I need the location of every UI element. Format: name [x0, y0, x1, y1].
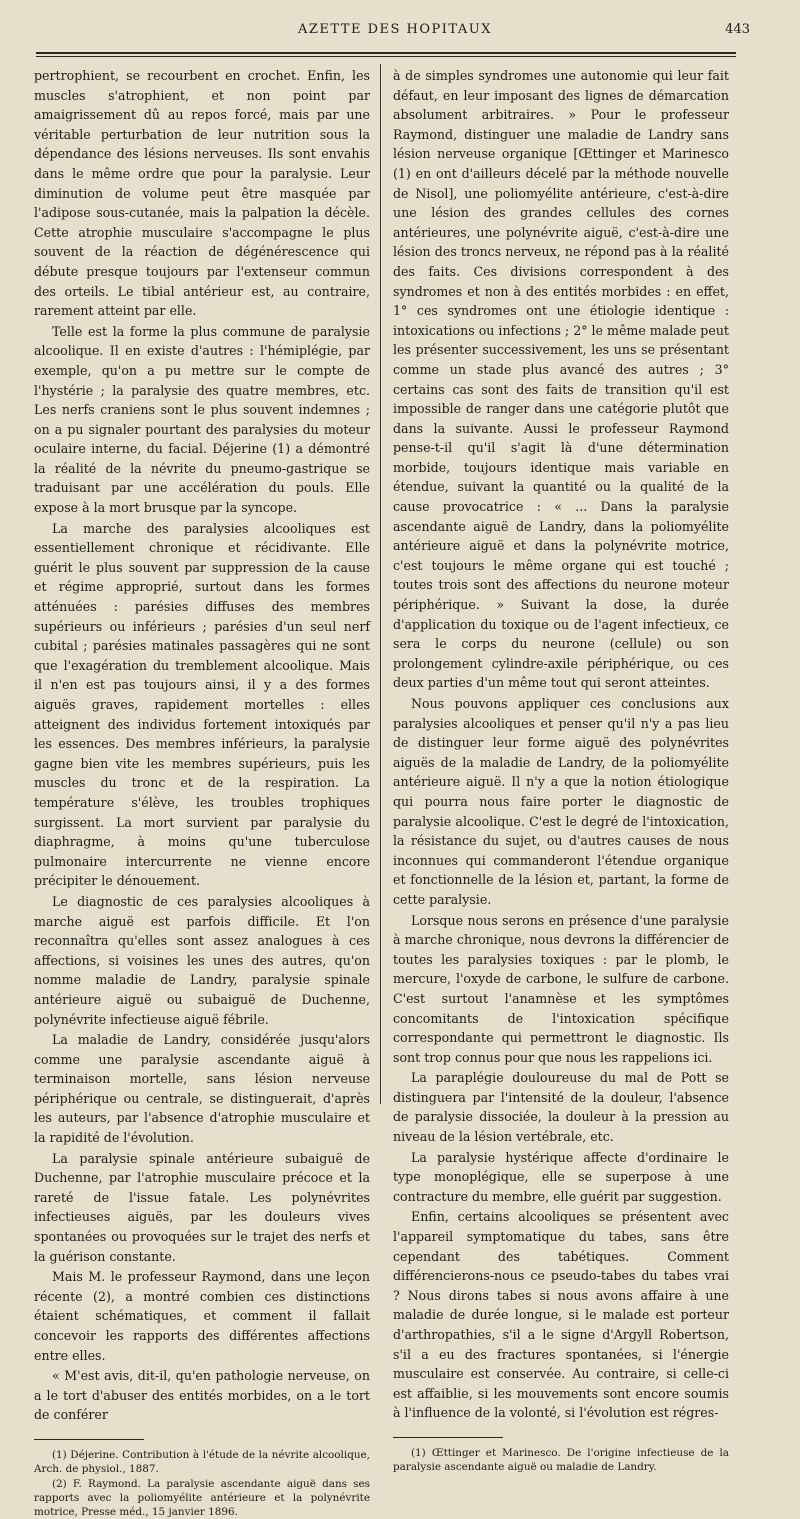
header-rule [36, 52, 736, 54]
page-header [40, 22, 750, 48]
paragraph: Le diagnostic de ces paralysies alcooliques à marche aiguë est parfois difficile. Et l'on reconnaîtra qu'elles sont assez analogues à ces affections, si voisines les unes des autres, qu'on nomme maladie de Landry, paralysie spinale antérieure aiguë ou subaiguë de Duchenne, polynévrite infectieuse aiguë fébrile. [34, 893, 370, 1027]
column-divider [380, 64, 381, 1104]
footnote: (1) Déjerine. Contribution à l'étude de la névrite alcoolique, Arch. de physiol., 1887. [34, 1448, 370, 1475]
footnote-rule [34, 1439, 144, 1440]
footnote: (1) Œttinger et Marinesco. De l'origine infectieuse de la paralysie ascendante aiguë ou maladie de Landry. [393, 1446, 729, 1473]
paragraph: « M'est avis, dit-il, qu'en pathologie nerveuse, on a le tort d'abuser des entités morbides, on a le tort de conférer [34, 1368, 370, 1423]
paragraph: pertrophient, se recourbent en crochet. Enfin, les muscles s'atrophient, et non point par amaigrissement dû au repos forcé, mais par une véritable perturbation de leur nutrition sous la dépendance des lésions nerveuses. Ils sont envahis dans le même ordre que pour la paralysie. Leur diminution de volume peut être masquée par l'adipose sous-cutanée, mais la palpation la décèle. Cette atrophie musculaire s'accompagne le plus souvent de la réaction de dégénérescence qui débute presque toujours par l'extenseur commun des orteils. Le tibial antérieur est, au contraire, rarement atteint par elle. [34, 68, 370, 319]
header-rule-thin [36, 56, 736, 57]
footnote: (2) F. Raymond. La paralysie ascendante aiguë dans ses rapports avec la poliomyélite antérieure et la polynévrite motrice, Presse méd., 15 janvier 1896. [34, 1477, 370, 1518]
paragraph: Lorsque nous serons en présence d'une paralysie à marche chronique, nous devrons la différencier de toutes les paralysies toxiques : par le plomb, le mercure, l'oxyde de carbone, le sulfure de carbone. C'est surtout l'anamnèse et les symptômes concomitants de l'intoxication spécifique correspondante qui permettront le diagnostic. Ils sont trop connus pour que nous les rappelions ici. [393, 912, 729, 1065]
paragraph: Telle est la forme la plus commune de paralysie alcoolique. Il en existe d'autres : l'hémiplégie, par exemple, qu'on a pu mettre sur le compte de l'hystérie ; la paralysie des quatre membres, etc. Les nerfs craniens sont le plus souvent indemnes ; on a pu signaler pourtant des paralysies du moteur oculaire interne, du facial. Déjerine (1) a démontré la réalité de la névrite du pneumo-gastrique se traduisant par une accélération du pouls. Elle expose à la mort brusque par la syncope. [34, 323, 370, 516]
paragraph: Mais M. le professeur Raymond, dans une leçon récente (2), a montré combien ces distinctions étaient schématiques, et comment il fallait concevoir les rapports des différentes affections entre elles. [34, 1269, 370, 1363]
paragraph: La paralysie spinale antérieure subaiguë de Duchenne, par l'atrophie musculaire précoce et la rareté de l'issue fatale. Les polynévrites infectieuses aiguës, par les douleurs vives spontanées ou provoquées sur le trajet des nerfs et la guérison constante. [34, 1150, 370, 1264]
paragraph: Enfin, certains alcooliques se présentent avec l'appareil symptomatique du tabes, sans être cependant des tabétiques. Comment différencierons-nous ce pseudo-tabes du tabes vrai ? Nous dirons tabes si nous avons affaire à une maladie de durée longue, si le malade est porteur d'arthropathies, s'il a le signe d'Argyll Robertson, s'il a eu des fractures spontanées, si l'énergie musculaire est conservée. Au contraire, si celle-ci est affaiblie, si les mouvements sont encore soumis à l'influence de la volonté, si l'évolution est régres- [393, 1209, 729, 1421]
paragraph: La marche des paralysies alcooliques est essentiellement chronique et récidivante. Elle guérit le plus souvent par suppression de la cause et régime approprié, surtout dans les formes atténuées : parésies diffuses des membres supérieurs ou inférieurs ; parésies d'un seul nerf cubital ; parésies matinales passagères qui ne sont que l'exagération du tremblement alcoolique. Mais il n'en est pas toujours ainsi, il y a des formes aiguës graves, rapidement mortelles : elles atteignent des individus fortement intoxiqués par les essences. Des membres inférieurs, la paralysie gagne bien vite les membres supérieurs, puis les muscles du tronc et de la respiration. La température s'élève, les troubles trophiques surgissent. La mort survient par paralysie du diaphragme, à moins qu'une tuberculose pulmonaire intercurrente ne vienne encore précipiter le dénouement. [34, 520, 370, 889]
running-title: AZETTE DES HOPITAUX [297, 22, 492, 37]
right-column [393, 66, 729, 1474]
paragraph: La maladie de Landry, considérée jusqu'alors comme une paralysie ascendante aiguë à terminaison mortelle, sans lésion nerveuse périphérique ou centrale, se distinguerait, d'après les auteurs, par l'absence d'atrophie musculaire et la rapidité de l'évolution. [34, 1032, 370, 1146]
page-number: 443 [725, 22, 750, 37]
paragraph: La paraplégie douloureuse du mal de Pott se distinguera par l'intensité de la douleur, l'absence de paralysie dissociée, la douleur à la pression au niveau de la lésion vertébrale, etc. [393, 1070, 729, 1145]
paragraph: Nous pouvons appliquer ces conclusions aux paralysies alcooliques et penser qu'il n'y a pas lieu de distinguer leur forme aiguë des polynévrites aiguës de la maladie de Landry, de la poliomyélite antérieure aiguë. Il n'y a que la notion étiologique qui pourra nous faire porter le diagnostic de paralysie alcoolique. C'est le degré de l'intoxication, la résistance du sujet, ou d'autres causes de nous inconnues qui commanderont l'étendue organique et fonctionnelle de la lésion et, partant, la forme de cette paralysie. [393, 696, 729, 907]
paragraph: à de simples syndromes une autonomie qui leur fait défaut, en leur imposant des lignes de démarcation absolument arbitraires. » Pour le professeur Raymond, distinguer une maladie de Landry sans lésion nerveuse organique [Œttinger et Marinesco (1) en ont d'ailleurs décelé par la méthode nouvelle de Nisol], une poliomyélite antérieure, c'est-à-dire une lésion des grandes cellules des cornes antérieures, une polynévrite aiguë, c'est-à-dire une lésion des troncs nerveux, ne répond pas à la réalité des faits. Ces divisions correspondent à des syndromes et non à des entités morbides : en effet, 1° ces syndromes ont une étiologie identique : intoxications ou infections ; 2° le même malade peut les présenter successivement, les uns se présentant comme un stade plus avancé des autres ; 3° certains cas sont des faits de transition qu'il est impossible de ranger dans une catégorie plutôt que dans la suivante. Aussi le professeur Raymond pense-t-il qu'il s'agit là d'une détermination morbide, toujours identique mais variable en étendue, suivant la quantité ou la qualité de la cause provocatrice : « ... Dans la paralysie ascendante aiguë de Landry, dans la poliomyélite antérieure aiguë et dans la polynévrite motrice, c'est toujours le même organe qui est touché ; toutes trois sont des affections du neurone moteur périphérique. » Suivant la dose, la durée d'application du toxique ou de l'agent infectieux, ce sera le corps du neurone (cellule) ou son prolongement cylindre-axile périphérique, ou ces deux parties d'un même tout qui seront atteintes. [393, 68, 729, 691]
left-column [34, 66, 370, 1519]
paragraph: La paralysie hystérique affecte d'ordinaire le type monoplégique, elle se superpose à une contracture du membre, elle guérit par suggestion. [393, 1149, 729, 1204]
footnote-rule [393, 1437, 503, 1438]
